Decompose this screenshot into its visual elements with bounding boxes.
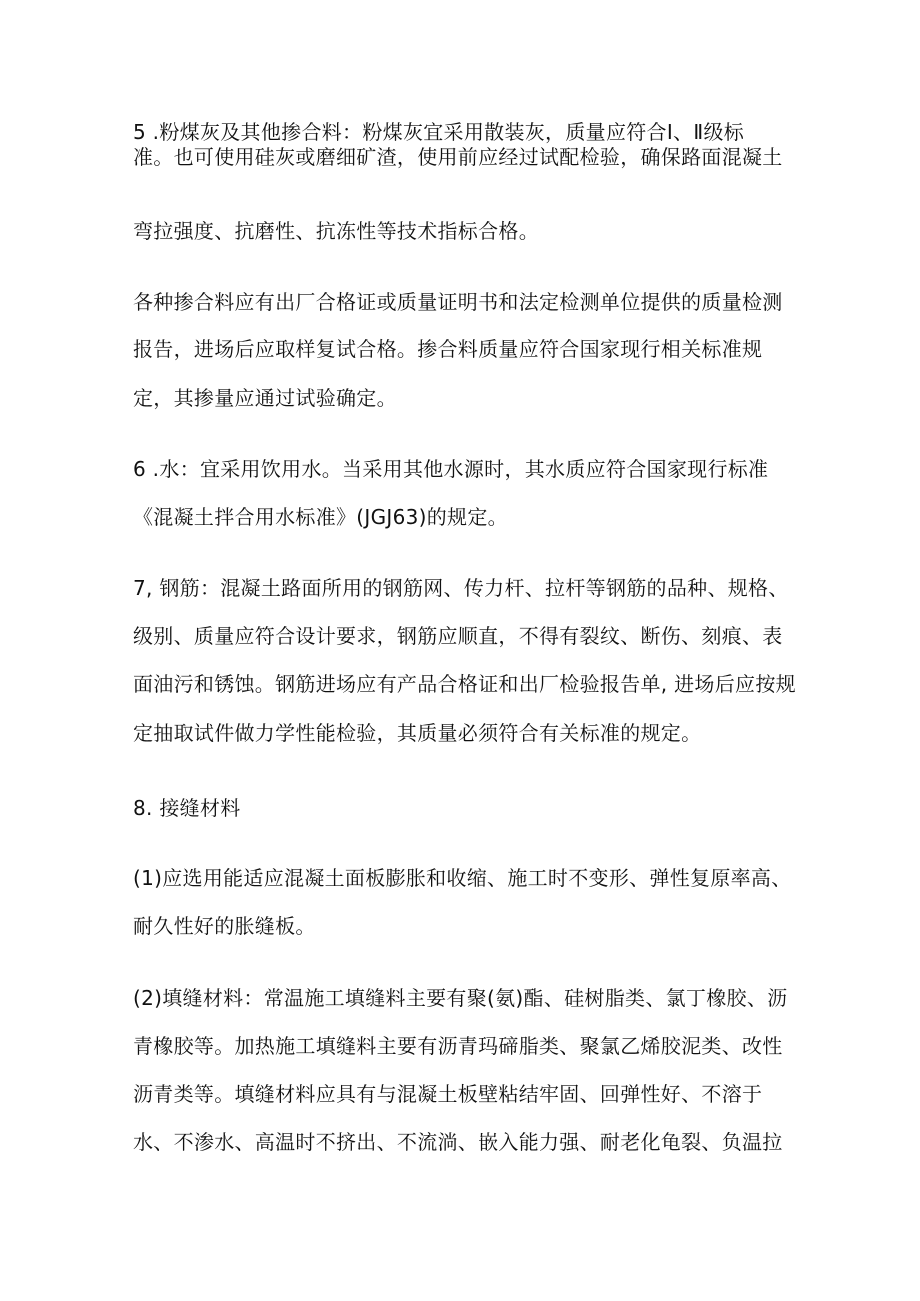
section-heading: 8. 接缝材料 — [133, 796, 241, 820]
text-line: 沥青类等。填缝材料应具有与混凝土板壁粘结牢固、回弹性好、不溶于 — [133, 1082, 763, 1106]
text-line: 各种掺合料应有出厂合格证或质量证明书和法定检测单位提供的质量检测 — [133, 290, 783, 314]
text-line: 耐久性好的胀缝板。 — [133, 914, 316, 938]
text-line: 水、不渗水、高温时不挤出、不流淌、嵌入能力强、耐老化龟裂、负温拉 — [133, 1130, 783, 1154]
text-line: 6 .水：宜采用饮用水。当采用其他水源时，其水质应符合国家现行标准 — [133, 457, 769, 481]
text-line: 《混凝土拌合用水标准》(JGJ63)的规定。 — [133, 505, 508, 529]
text-line: 弯拉强度、抗磨性、抗冻性等技术指标合格。 — [133, 219, 539, 243]
text-line: (1)应选用能适应混凝土面板膨胀和收缩、施工时不变形、弹性复原率高、 — [133, 866, 792, 890]
text-line: 面油污和锈蚀。钢筋进场应有产品合格证和出厂检验报告单, 进场后应按规 — [133, 672, 796, 696]
text-line: 准。也可使用硅灰或磨细矿渣，使用前应经过试配检验，确保路面混凝土 — [133, 145, 783, 169]
text-line: 7, 钢筋：混凝土路面所用的钢筋网、传力杆、拉杆等钢筋的品种、规格、 — [133, 576, 789, 600]
text-line: 级别、质量应符合设计要求，钢筋应顺直，不得有裂纹、断伤、刻痕、表 — [133, 624, 783, 648]
text-line: 定，其掺量应通过试验确定。 — [133, 386, 397, 410]
text-line: 青橡胶等。加热施工填缝料主要有沥青玛碲脂类、聚氯乙烯胶泥类、改性 — [133, 1034, 783, 1058]
text-line: 报告，进场后应取样复试合格。掺合料质量应符合国家现行相关标准规 — [133, 337, 763, 361]
text-line: (2)填缝材料：常温施工填缝料主要有聚(氨)酯、硅树脂类、氯丁橡胶、沥 — [133, 986, 788, 1010]
text-line: 定抽取试件做力学性能检验，其质量必须符合有关标准的规定。 — [133, 721, 702, 745]
text-line: 5 .粉煤灰及其他掺合料：粉煤灰宜采用散装灰，质量应符合Ⅰ、Ⅱ级标 — [133, 120, 745, 144]
